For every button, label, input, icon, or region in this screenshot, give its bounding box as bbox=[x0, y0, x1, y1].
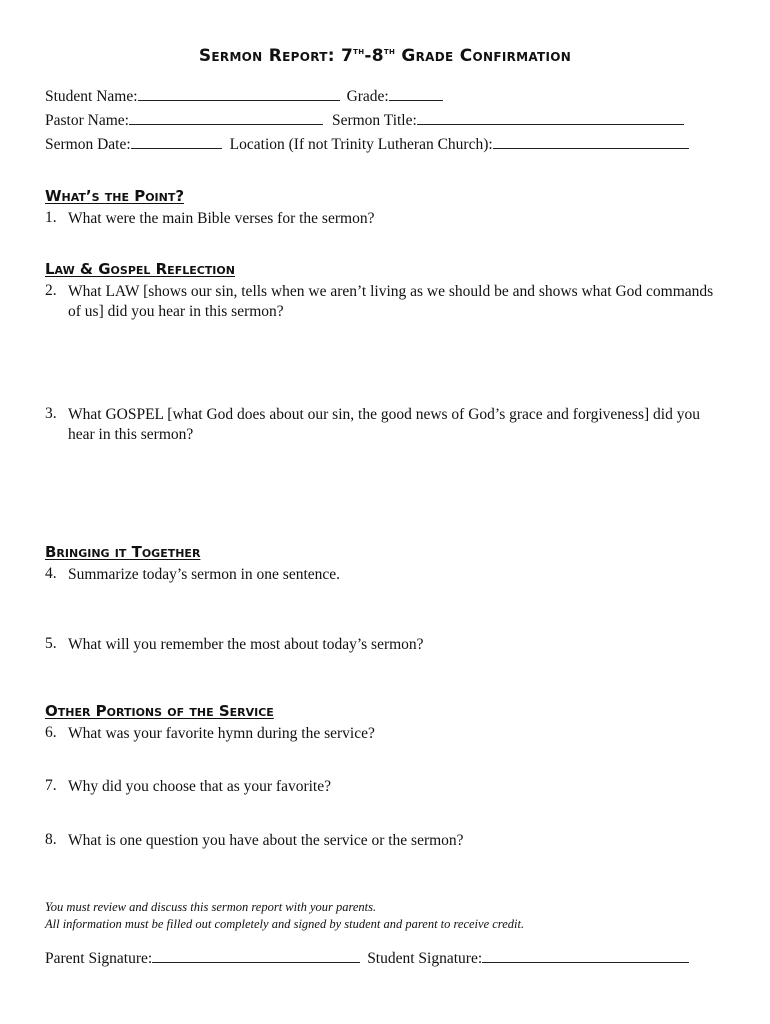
question-text: Why did you choose that as your favorite? bbox=[68, 778, 331, 795]
location-field[interactable] bbox=[493, 136, 689, 149]
question-number: 7. bbox=[45, 777, 57, 794]
question-text: What GOSPEL [what God does about our sin, the good news of God’s grace and forgiveness] did you hear in this sermon? bbox=[68, 406, 700, 443]
question-text: What was your favorite hymn during the service? bbox=[68, 725, 375, 742]
question-number: 2. bbox=[45, 282, 57, 299]
question-text: What LAW [shows our sin, tells when we aren’t living as we should be and shows what God commands of us] did you hear in this sermon? bbox=[68, 283, 714, 320]
title-superscript-2: th bbox=[383, 46, 396, 57]
student-grade-row bbox=[45, 88, 443, 106]
parent-review-note: You must review and discuss this sermon report with your parents. bbox=[45, 900, 377, 914]
question-number: 8. bbox=[45, 831, 57, 848]
student-signature-field[interactable] bbox=[482, 950, 689, 963]
grade-field[interactable] bbox=[389, 88, 443, 101]
pastor-name-label: Pastor Name: bbox=[45, 112, 129, 129]
question-text: What were the main Bible verses for the sermon? bbox=[68, 210, 375, 227]
question-number: 3. bbox=[45, 405, 57, 422]
signature-row bbox=[45, 950, 689, 968]
question-number: 5. bbox=[45, 635, 57, 652]
pastor-title-row bbox=[45, 112, 684, 130]
section-heading-other: Other Portions of the Service bbox=[45, 702, 274, 720]
parent-signature-label: Parent Signature: bbox=[45, 950, 153, 967]
question-text: What is one question you have about the service or the sermon? bbox=[68, 832, 464, 849]
student-signature-label: Student Signature: bbox=[367, 950, 483, 967]
section-heading-together: Bringing it Together bbox=[45, 543, 201, 561]
question-text: Summarize today’s sermon in one sentence. bbox=[68, 566, 341, 583]
sermon-date-field[interactable] bbox=[131, 136, 222, 149]
date-location-row bbox=[45, 136, 689, 154]
title-text-3: Grade Confirmation bbox=[395, 46, 572, 66]
location-label: Location (If not Trinity Lutheran Church): bbox=[229, 136, 493, 153]
sermon-title-label: Sermon Title: bbox=[331, 112, 417, 129]
page-title bbox=[0, 46, 770, 66]
title-superscript-1: th bbox=[353, 46, 365, 57]
title-text-2: -8 bbox=[364, 46, 384, 66]
question-text: What will you remember the most about today’s sermon? bbox=[68, 636, 424, 653]
sermon-date-label: Sermon Date: bbox=[45, 136, 131, 153]
section-heading-law-gospel: Law & Gospel Reflection bbox=[45, 260, 235, 278]
title-text-1: Sermon Report: 7 bbox=[198, 46, 354, 66]
student-name-field[interactable] bbox=[138, 88, 340, 101]
pastor-name-field[interactable] bbox=[129, 112, 323, 125]
sermon-title-field[interactable] bbox=[417, 112, 684, 125]
question-number: 6. bbox=[45, 724, 57, 741]
grade-label: Grade: bbox=[346, 88, 389, 105]
section-heading-point: What’s the Point? bbox=[45, 187, 185, 205]
question-number: 1. bbox=[45, 209, 57, 226]
question-number: 4. bbox=[45, 565, 57, 582]
parent-signature-field[interactable] bbox=[152, 950, 360, 963]
credit-requirement-note: All information must be filled out completely and signed by student and parent to receive credit. bbox=[45, 917, 525, 931]
student-name-label: Student Name: bbox=[45, 88, 138, 105]
